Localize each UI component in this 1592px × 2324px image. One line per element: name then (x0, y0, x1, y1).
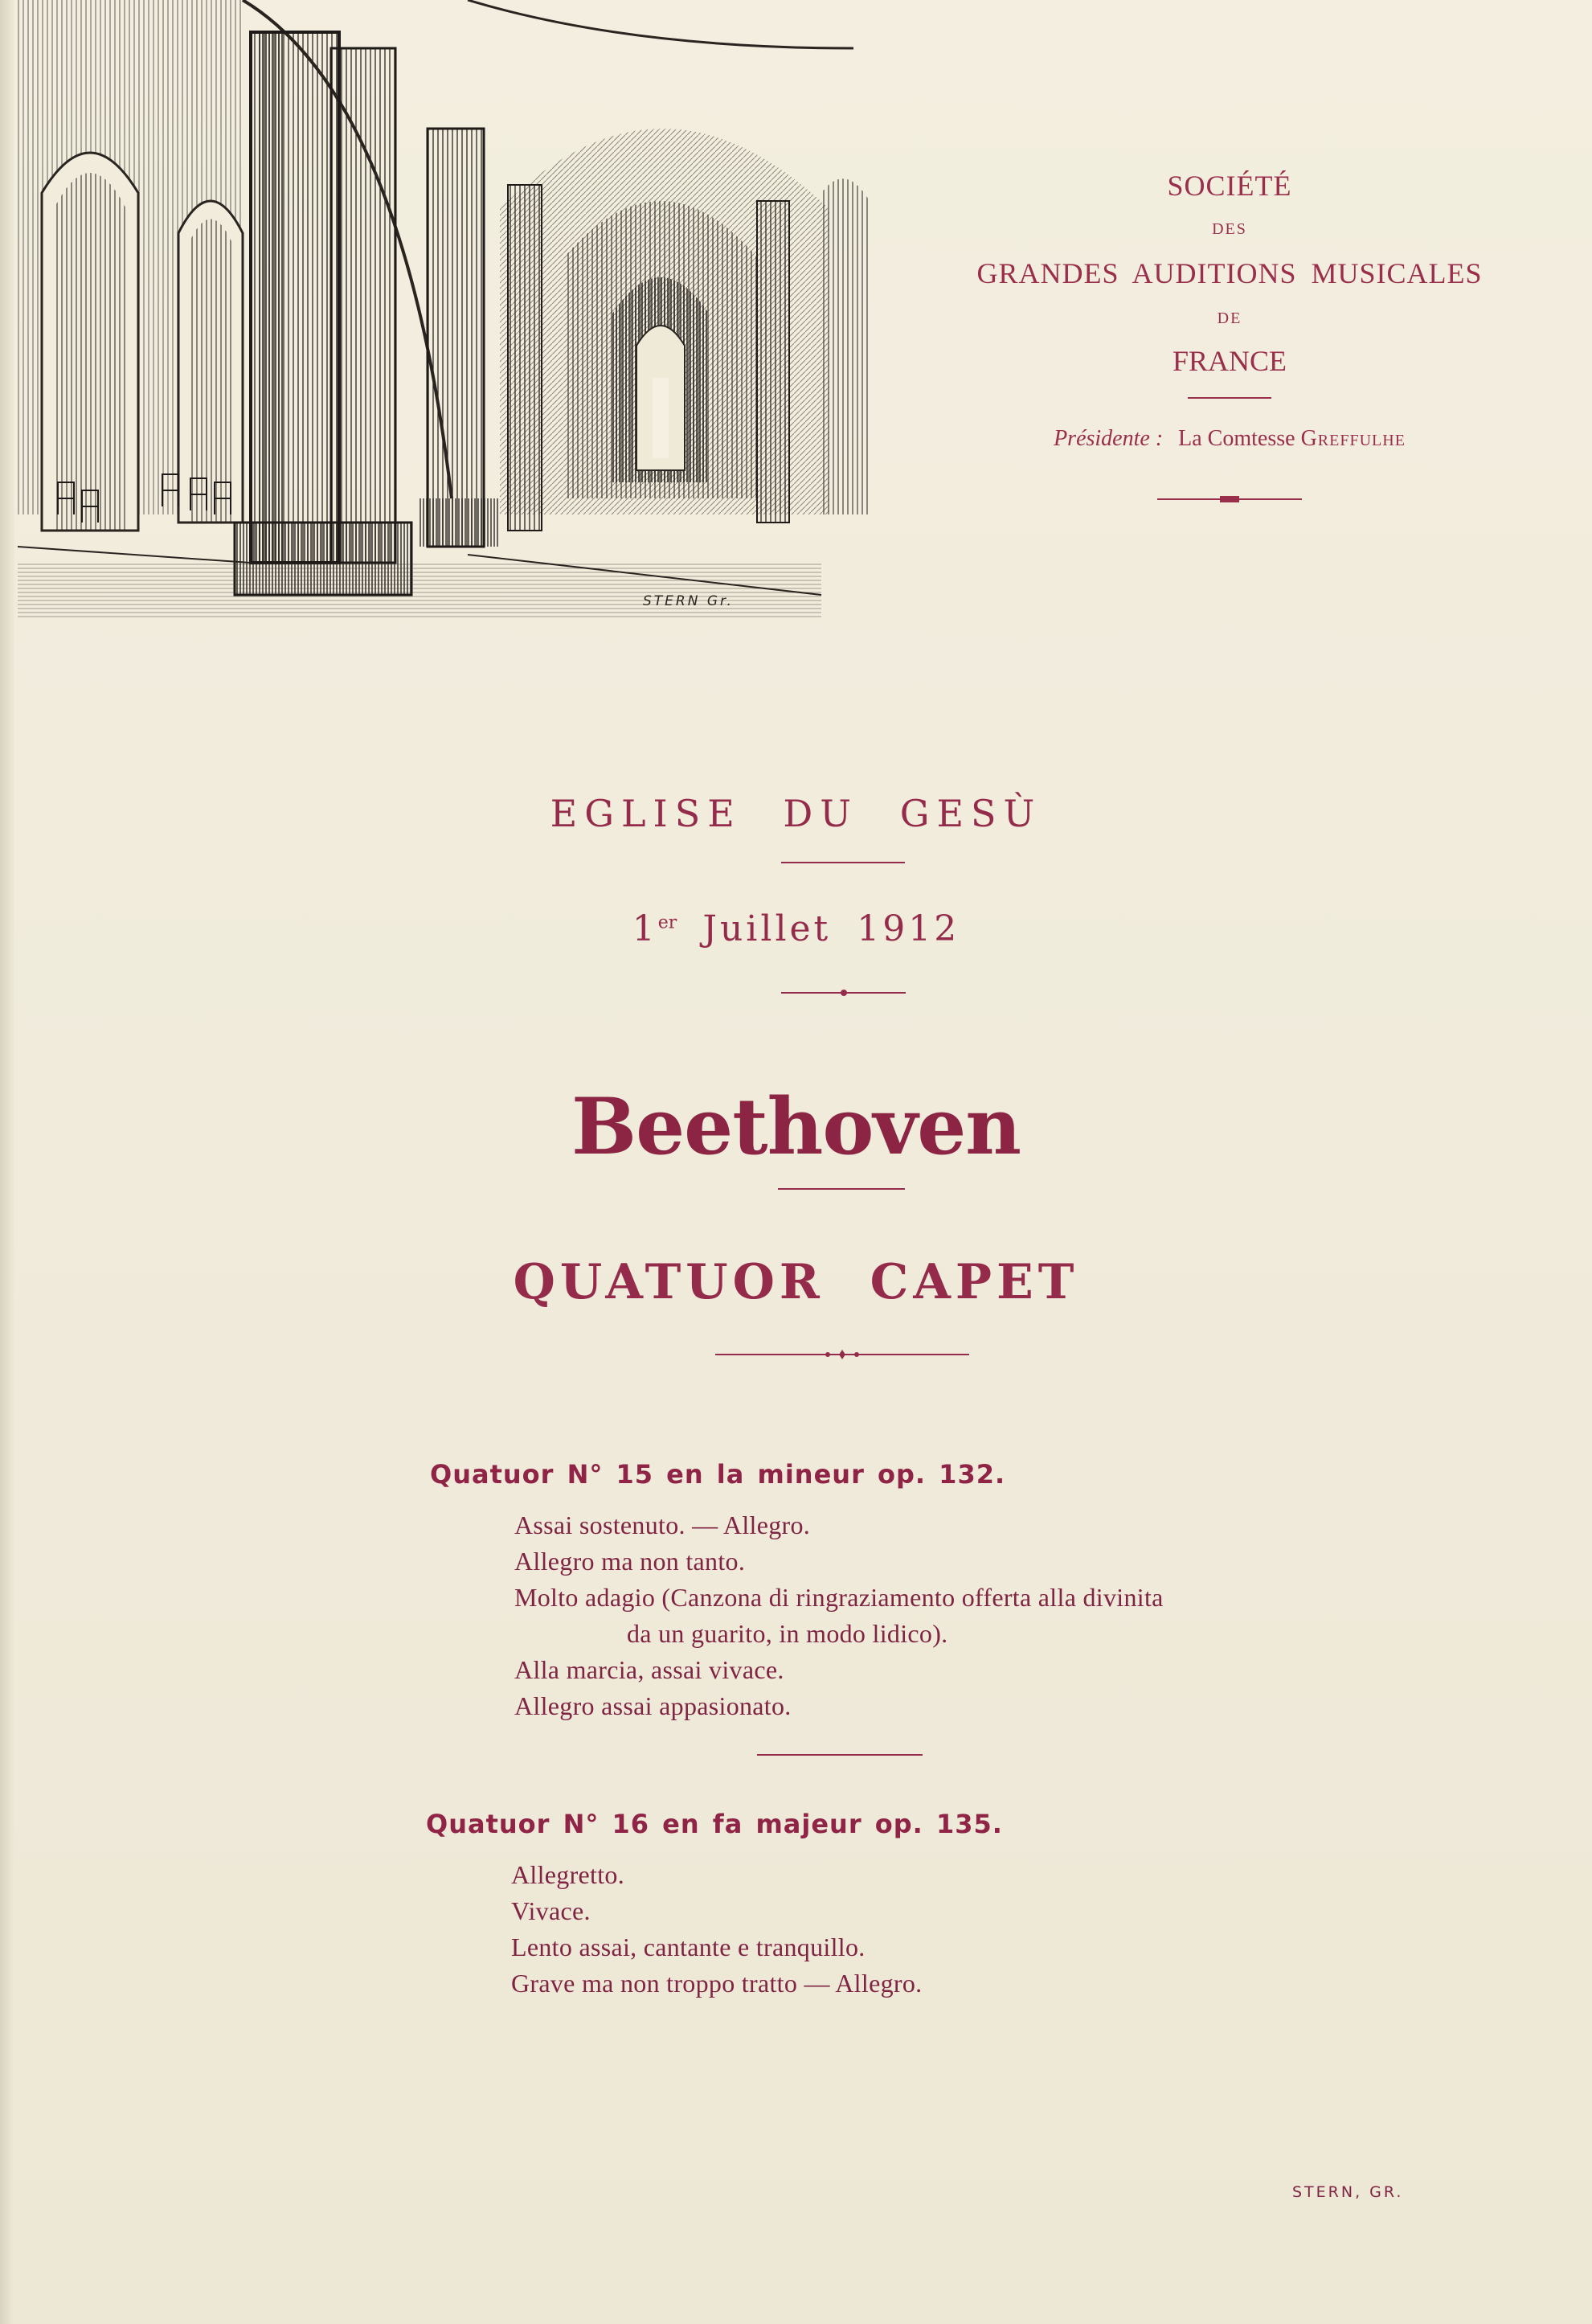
movement-item: da un guarito, in modo lidico). (627, 1619, 948, 1648)
movement-item: Allegretto. (511, 1860, 625, 1889)
society-name-line: DE (1217, 309, 1242, 327)
movement-item: Alla marcia, assai vivace. (514, 1655, 784, 1684)
president-name: La Comtesse (1178, 426, 1295, 451)
church-interior-engraving (18, 0, 878, 619)
concert-date (0, 908, 1592, 949)
president-label: Présidente : (1054, 426, 1164, 451)
venue-title: EGLISE DU GESÙ (550, 792, 1042, 835)
president-surname: Greffulhe (1300, 426, 1406, 451)
divider (781, 862, 905, 863)
movement-item: Lento assai, cantante e tranquillo. (511, 1933, 866, 1961)
ensemble-name: QUATUOR CAPET (513, 1254, 1079, 1310)
movement-item: Vivace. (511, 1896, 591, 1925)
engraver-signature: STERN Gr. (643, 593, 734, 609)
society-name-line: FRANCE (1172, 345, 1287, 377)
society-name-line: DES (1212, 220, 1247, 238)
movement-list (514, 1507, 1164, 1724)
composer-name: Beethoven (571, 1081, 1021, 1172)
society-name-line: SOCIÉTÉ (1167, 170, 1292, 202)
society-name-line: GRANDES AUDITIONS MUSICALES (976, 257, 1483, 289)
president-line (948, 426, 1511, 452)
movement-list (511, 1857, 922, 2002)
work-title: Quatuor N° 16 en fa majeur op. 135. (426, 1809, 1003, 1839)
movement-item: Allegro assai appasionato. (514, 1691, 792, 1720)
ornamental-divider (1157, 494, 1302, 505)
movement-item: Assai sostenuto. — Allegro. (514, 1510, 811, 1539)
divider (1188, 397, 1271, 399)
date-month-year: Juillet 1912 (702, 908, 960, 949)
society-header (948, 169, 1511, 509)
ornamental-divider (715, 1349, 969, 1360)
divider (778, 1188, 905, 1190)
date-day-suffix: er (657, 912, 677, 933)
date-day: 1 (632, 908, 658, 949)
movement-item: Allegro ma non tanto. (514, 1547, 746, 1576)
ornamental-divider (781, 987, 906, 998)
movement-item: Molto adagio (Canzona di ringraziamento offerta alla divinita (514, 1583, 1164, 1612)
movement-item: Grave ma non troppo tratto — Allegro. (511, 1969, 923, 1998)
printer-credit: STERN, GR. (1292, 2183, 1404, 2201)
work-title: Quatuor N° 15 en la mineur op. 132. (430, 1459, 1006, 1490)
divider (757, 1754, 923, 1756)
